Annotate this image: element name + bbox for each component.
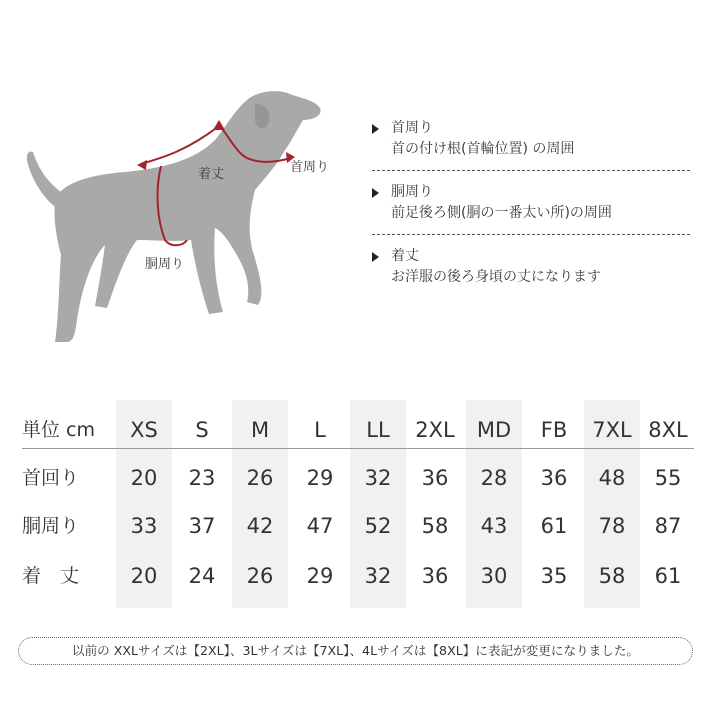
triangle-bullet-icon: [372, 124, 379, 134]
row-label: 着 丈: [22, 565, 80, 587]
table-cell: 35: [540, 564, 568, 588]
table-cell: 23: [188, 466, 216, 490]
table-cell: 58: [421, 514, 449, 538]
note-length: [372, 246, 690, 288]
table-cell: 20: [130, 466, 158, 490]
table-cell: 24: [188, 564, 216, 588]
size-header: S: [195, 418, 209, 442]
note-title: 胴周り: [391, 184, 433, 200]
table-cell: 36: [421, 564, 449, 588]
note-description: 首の付け根(首輪位置) の周囲: [391, 141, 575, 157]
dog-measurement-figure: [15, 80, 360, 355]
table-cell: 29: [306, 466, 334, 490]
table-cell: 37: [188, 514, 216, 538]
dashed-divider: [372, 170, 690, 171]
note-title: 首周り: [391, 120, 433, 136]
note-neck: [372, 118, 690, 160]
table-cell: 32: [364, 466, 392, 490]
size-header: 8XL: [648, 418, 688, 442]
row-label: 胴周り: [22, 515, 80, 537]
note-description: お洋服の後ろ身頃の丈になります: [391, 269, 601, 285]
note-chest: [372, 182, 690, 224]
table-cell: 36: [540, 466, 568, 490]
table-cell: 26: [246, 466, 274, 490]
table-cell: 30: [480, 564, 508, 588]
size-header: 7XL: [592, 418, 632, 442]
dog-silhouette: [27, 91, 321, 342]
table-cell: 29: [306, 564, 334, 588]
dashed-divider: [372, 234, 690, 235]
table-cell: 36: [421, 466, 449, 490]
size-table: [0, 400, 710, 610]
table-cell: 48: [598, 466, 626, 490]
size-header: XS: [130, 418, 158, 442]
unit-header: 単位 cm: [22, 419, 95, 441]
table-cell: 52: [364, 514, 392, 538]
note-description: 前足後ろ側(胴の一番太い所)の周囲: [391, 205, 612, 221]
size-header: LL: [366, 418, 390, 442]
table-cell: 43: [480, 514, 508, 538]
table-cell: 61: [540, 514, 568, 538]
length-measure-label: 着丈: [198, 167, 225, 182]
table-cell: 55: [654, 466, 682, 490]
measurement-notes: [372, 118, 690, 288]
neck-measure-label: 首周り: [290, 160, 330, 175]
size-header: MD: [476, 418, 512, 442]
size-header: FB: [540, 418, 568, 442]
size-header: M: [250, 418, 270, 442]
note-title: 着丈: [391, 248, 419, 264]
table-cell: 33: [130, 514, 158, 538]
table-cell: 26: [246, 564, 274, 588]
table-cell: 28: [480, 466, 508, 490]
header-divider: [22, 448, 694, 449]
triangle-bullet-icon: [372, 252, 379, 262]
table-cell: 61: [654, 564, 682, 588]
row-label: 首回り: [22, 467, 80, 489]
table-cell: 87: [654, 514, 682, 538]
table-cell: 78: [598, 514, 626, 538]
table-cell: 42: [246, 514, 274, 538]
table-cell: 58: [598, 564, 626, 588]
table-cell: 20: [130, 564, 158, 588]
size-header: 2XL: [415, 418, 455, 442]
table-cell: 32: [364, 564, 392, 588]
triangle-bullet-icon: [372, 188, 379, 198]
table-cell: 47: [306, 514, 334, 538]
chest-measure-label: 胴周り: [145, 257, 185, 272]
size-change-notice: 以前の XXLサイズは【2XL】、3Lサイズは【7XL】、4Lサイズは【8XL】に表記が変更になりました。: [18, 637, 693, 665]
size-header: L: [314, 418, 326, 442]
